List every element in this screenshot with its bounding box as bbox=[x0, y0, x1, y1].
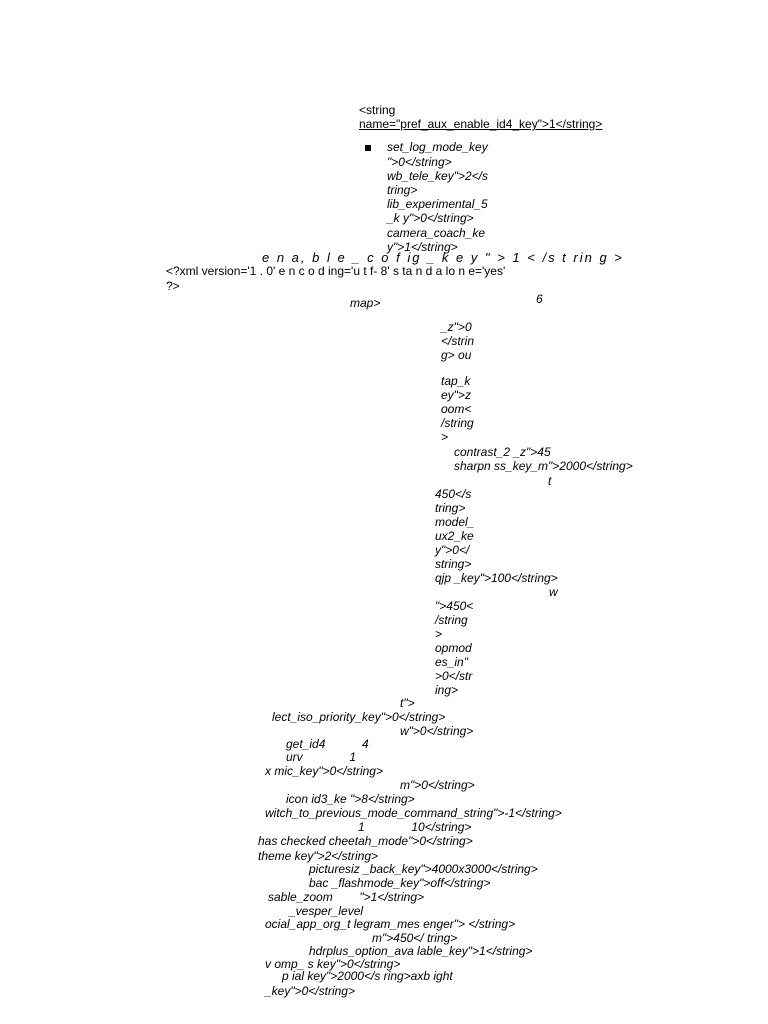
lower-line: m">0</string> bbox=[400, 778, 475, 792]
lower-line: get_id4 4 bbox=[286, 737, 369, 751]
lower-line: p ial key">2000</s ring>axb ight bbox=[282, 969, 453, 983]
col3-line: opmod bbox=[435, 641, 472, 655]
col2-line: string> bbox=[435, 557, 472, 571]
lower-line: sable_zoom ">1</string> bbox=[268, 890, 425, 904]
lower-line: urv 1 bbox=[286, 750, 357, 764]
contrast-line: contrast_2 _z">45 bbox=[454, 445, 551, 459]
lower-line: picturesiz _back_key">4000x3000</string> bbox=[309, 862, 538, 876]
col1-line: tap_k bbox=[441, 374, 471, 388]
col1-line: _z">0 bbox=[441, 320, 472, 334]
lower-line: icon id3_ke ">8</string> bbox=[286, 792, 415, 806]
pref-aux-enable-line: name="pref_aux_enable_id4_key">1</string> bbox=[359, 117, 603, 131]
bullet-line: camera_coach_ke bbox=[387, 226, 486, 240]
lower-line: theme key">2</string> bbox=[258, 849, 378, 863]
bullet-line: set_log_mode_key bbox=[387, 140, 488, 154]
col1-line: g> ou bbox=[441, 348, 472, 362]
map-tag: map> bbox=[350, 296, 381, 310]
lower-line: witch_to_previous_mode_command_string">-1</string> bbox=[265, 806, 562, 820]
bullet-line: tring> bbox=[387, 183, 418, 197]
col3-line: > bbox=[435, 627, 443, 641]
col1-line: /string bbox=[441, 416, 474, 430]
lower-line: bac _flashmode_key">off</string> bbox=[309, 876, 491, 890]
sharpness-line: sharpn ss_key_m">2000</string> bbox=[454, 459, 633, 473]
xml-declaration-end: ?> bbox=[166, 279, 180, 293]
col1-line: </strin bbox=[441, 334, 475, 348]
lower-line: has checked cheetah_mode">0</string> bbox=[258, 834, 473, 848]
string-open-tag: <string bbox=[359, 103, 396, 117]
w-char: w bbox=[549, 585, 558, 599]
bullet-line: y">1</string> bbox=[387, 240, 458, 254]
col2-line: tring> bbox=[435, 501, 466, 515]
col1-line: ey">z bbox=[441, 388, 471, 402]
col1-line: > bbox=[441, 430, 449, 444]
bullet-line: wb_tele_key">2</s bbox=[387, 169, 488, 183]
lower-line: x mic_key">0</string> bbox=[265, 764, 383, 778]
t-char: t bbox=[548, 474, 552, 488]
bullet-line: lib_experimental_5 bbox=[387, 197, 488, 211]
col1-line: oom< bbox=[441, 402, 472, 416]
lower-line: hdrplus_option_ava lable_key">1</string> bbox=[309, 944, 533, 958]
col3-line: >0</str bbox=[435, 669, 473, 683]
bullet-line: ">0</string> bbox=[387, 155, 452, 169]
lower-line: v omp_ s key">0</string> bbox=[265, 957, 401, 971]
col2-line: ux2_ke bbox=[435, 529, 474, 543]
bullet-line: _k y">0</string> bbox=[387, 211, 474, 225]
xml-declaration: <?xml version='1 . 0' e n c o d ing='u t f- 8' s ta n d a lo n e='yes' bbox=[166, 264, 506, 278]
col3-line: ">450< bbox=[435, 599, 474, 613]
lower-line: m">450</ tring> bbox=[372, 931, 458, 945]
lower-line: ocial_app_org_t legram_mes enger"> </string> bbox=[265, 917, 516, 931]
lower-line: w">0</string> bbox=[400, 724, 474, 738]
col3-line: /string bbox=[435, 613, 468, 627]
lower-line: _key">0</string> bbox=[265, 984, 355, 998]
digit-six: 6 bbox=[536, 292, 543, 306]
col2-line: qjp _key">100</string> bbox=[435, 571, 558, 585]
lower-line: _vesper_level bbox=[289, 904, 364, 918]
bullet-icon bbox=[365, 145, 371, 151]
enable-config-overlay: e n a, b l e _ c o f ig _ k e y " > 1 < /s t rin g > bbox=[262, 250, 624, 265]
col2-line: model_ bbox=[435, 515, 475, 529]
col2-line: y">0</ bbox=[435, 543, 470, 557]
lower-line: t"> bbox=[400, 696, 415, 710]
col2-line: 450</s bbox=[435, 487, 472, 501]
lower-line: lect_iso_priority_key">0</string> bbox=[272, 710, 446, 724]
col3-line: ing> bbox=[435, 683, 459, 697]
col3-line: es_in" bbox=[435, 655, 468, 669]
lower-line: 1 10</string> bbox=[358, 820, 472, 834]
